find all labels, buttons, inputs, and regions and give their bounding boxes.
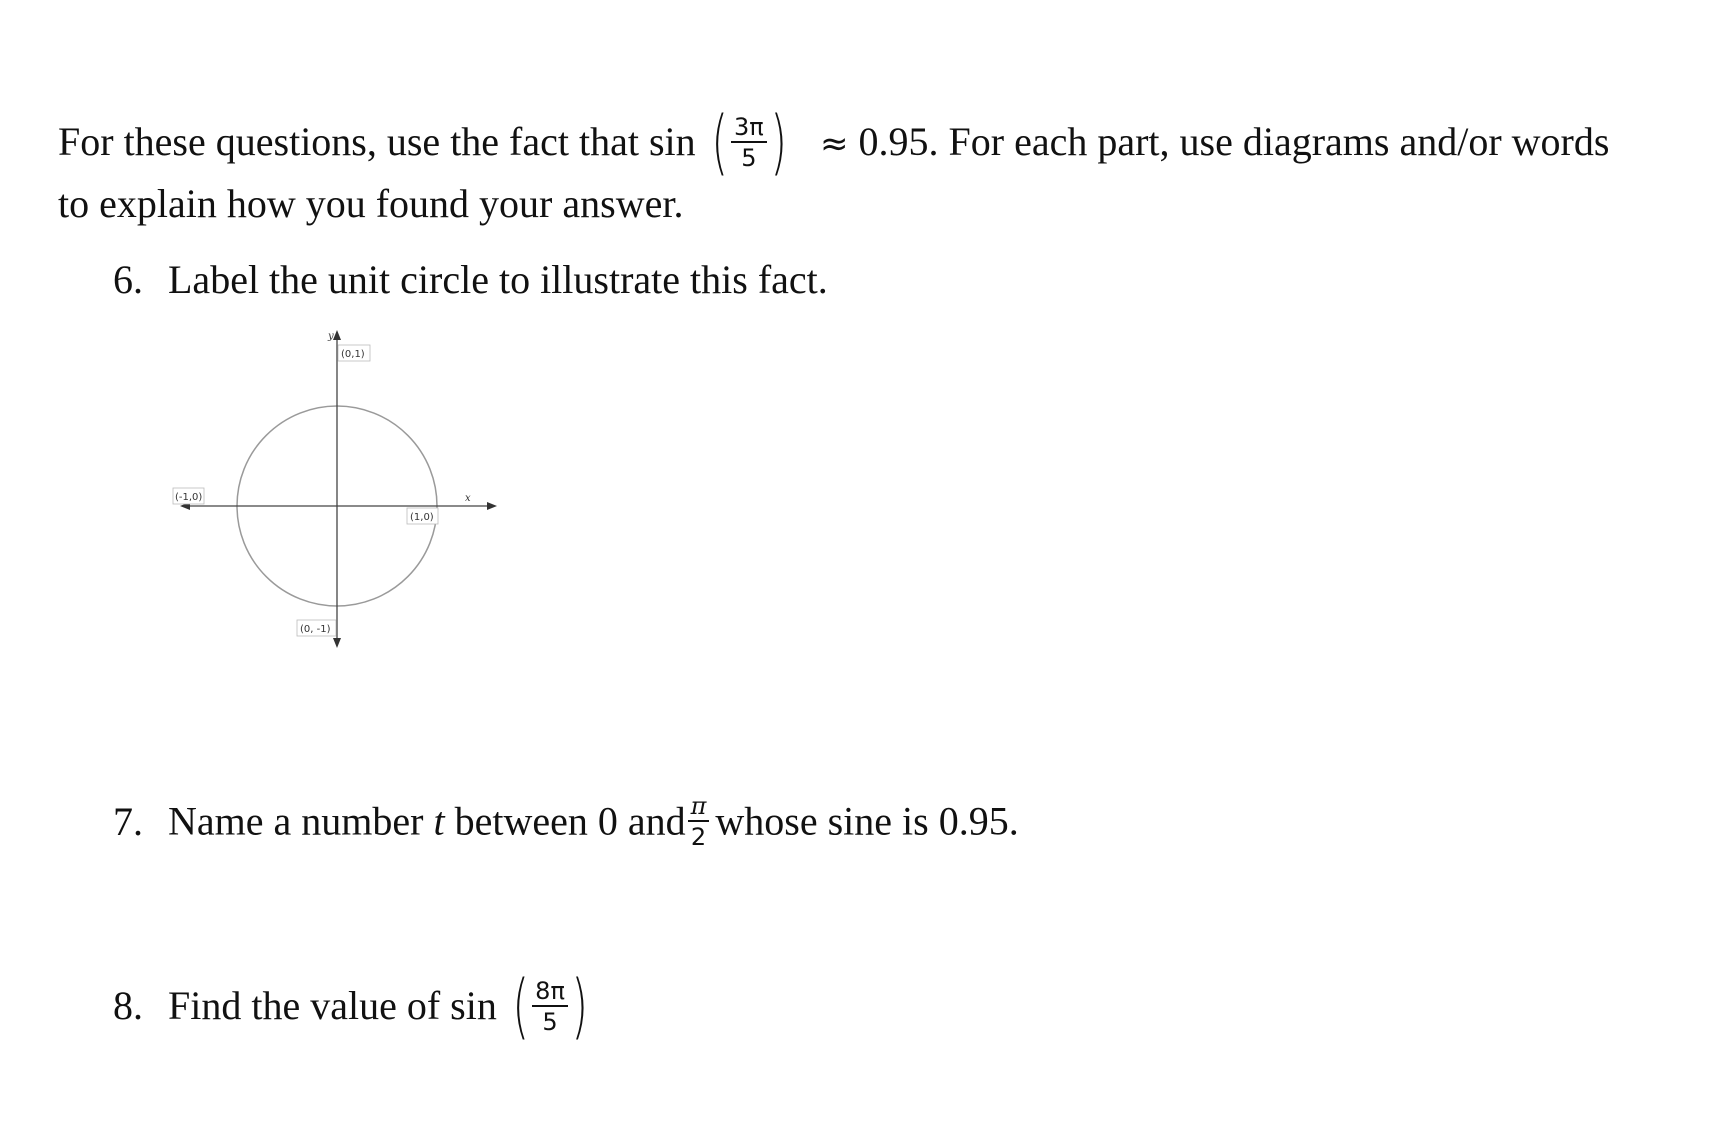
fraction-8pi-5 — [532, 978, 568, 1035]
point-label-top: (0,1) — [341, 349, 365, 360]
right-paren: ) — [571, 965, 588, 1047]
y-axis-bottom-arrow — [333, 638, 341, 648]
question-text-c: whose sine is 0.95. — [715, 798, 1019, 844]
y-axis-label: y — [328, 331, 334, 342]
fraction-numerator: π — [688, 793, 710, 822]
question-text-a: Name a number — [168, 798, 424, 844]
point-label-left: (-1,0) — [175, 492, 203, 503]
x-axis-right-arrow — [487, 502, 497, 510]
fraction-numerator: 8π — [532, 978, 568, 1007]
point-label-bottom: (0, -1) — [300, 624, 331, 635]
intro-text-suffix: 0.95. For each part, use diagrams and/or words — [858, 119, 1610, 165]
question-text: Label the unit circle to illustrate this fact. — [168, 257, 828, 302]
left-paren: ( — [512, 965, 529, 1047]
question-6 — [113, 256, 828, 304]
point-label-right: (1,0) — [410, 512, 434, 523]
fraction-denominator: 2 — [690, 823, 707, 851]
fraction-denominator: 5 — [741, 143, 757, 172]
intro-line-2: to explain how you found your answer. — [58, 181, 684, 226]
question-7 — [113, 792, 1019, 854]
fraction-numerator: 3π — [731, 114, 767, 143]
right-paren: ) — [770, 101, 787, 183]
question-number: 6. — [113, 257, 143, 302]
question-text: Find the value of sin — [168, 983, 497, 1029]
question-8 — [113, 965, 593, 1047]
question-number: 7. — [113, 798, 143, 844]
y-axis-top-arrow — [333, 330, 341, 340]
x-axis-label: x — [465, 493, 471, 504]
question-number: 8. — [113, 983, 143, 1029]
intro-text-prefix: For these questions, use the fact that sin — [58, 119, 696, 165]
unit-circle-svg — [160, 331, 520, 675]
intro-line-1 — [58, 101, 1610, 183]
fraction-denominator: 5 — [542, 1007, 558, 1036]
question-text-b: between 0 and — [454, 798, 686, 844]
fraction-pi-2 — [688, 793, 710, 850]
sin-argument-3pi-over-5 — [706, 101, 792, 183]
left-paren: ( — [711, 101, 728, 183]
fraction-3pi-5 — [731, 114, 767, 171]
variable-t: t — [433, 798, 445, 844]
approx-symbol: ≈ — [820, 124, 849, 165]
sin-argument-8pi-over-5 — [507, 965, 593, 1047]
unit-circle-diagram — [160, 331, 520, 675]
